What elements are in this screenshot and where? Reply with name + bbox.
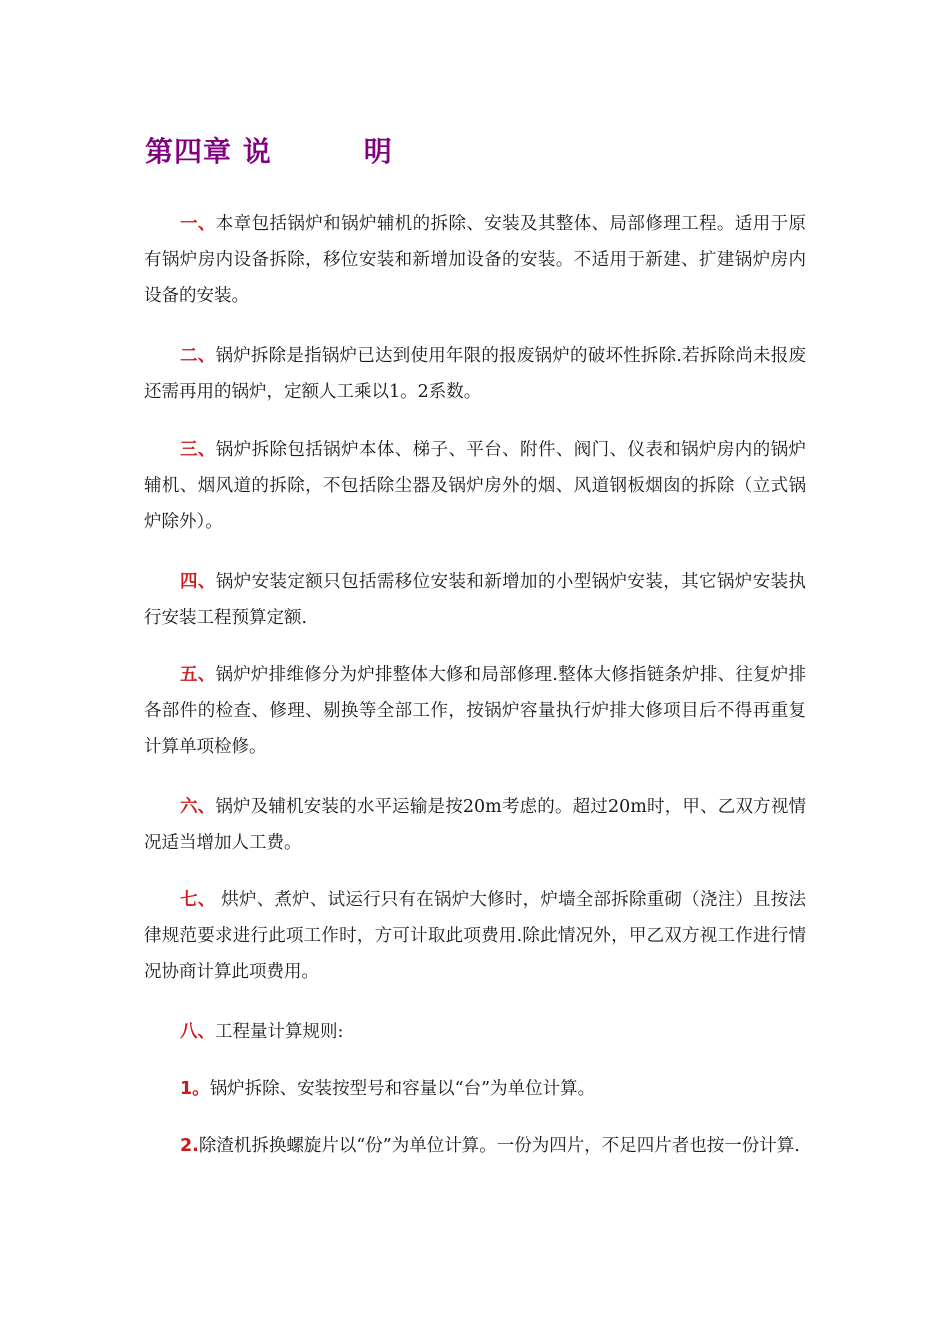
clause-number: 三、 bbox=[180, 440, 216, 460]
rule-2 bbox=[144, 1128, 806, 1164]
clause-5 bbox=[144, 657, 806, 765]
chapter-title bbox=[145, 130, 393, 170]
clause-text: 烘炉、煮炉、试运行只有在锅炉大修时，炉墙全部拆除重砌（浇注）且按法律规范要求进行此项工作时，方可计取此项费用.除此情况外，甲乙双方视工作进行情况协商计算此项费用。 bbox=[144, 890, 807, 982]
clause-text: 锅炉炉排维修分为炉排整体大修和局部修理.整体大修指链条炉排、往复炉排各部件的检查、修理、剔换等全部工作，按锅炉容量执行炉排大修项目后不得再重复计算单项检修。 bbox=[144, 665, 807, 757]
clause-text: 锅炉拆除是指锅炉已达到使用年限的报废锅炉的破坏性拆除.若拆除尚未报废还需再用的锅炉，定额人工乘以1。2系数。 bbox=[144, 346, 807, 402]
clause-number: 四、 bbox=[180, 572, 216, 592]
clause-number: 二、 bbox=[180, 346, 216, 366]
clause-6 bbox=[144, 789, 806, 861]
rule-text: 除渣机拆换螺旋片以“份”为单位计算。一份为四片，不足四片者也按一份计算. bbox=[198, 1136, 800, 1156]
rule-1 bbox=[144, 1071, 806, 1107]
rule-number: 2. bbox=[180, 1136, 199, 1156]
chapter-title-part1: 第四章 说 bbox=[145, 135, 272, 168]
clause-number: 五、 bbox=[180, 665, 216, 685]
clause-text: 工程量计算规则: bbox=[215, 1022, 344, 1042]
clause-text: 锅炉及辅机安装的水平运输是按20m考虑的。超过20m时，甲、乙双方视情况适当增加人工费。 bbox=[144, 797, 807, 853]
clause-1 bbox=[144, 206, 806, 314]
clause-7 bbox=[144, 882, 806, 990]
rule-text: 锅炉拆除、安装按型号和容量以“台”为单位计算。 bbox=[209, 1079, 596, 1099]
chapter-title-part2: 明 bbox=[363, 135, 393, 168]
clause-number: 七、 bbox=[180, 890, 216, 910]
clause-4 bbox=[144, 564, 806, 636]
clause-number: 八、 bbox=[180, 1022, 215, 1042]
clause-3 bbox=[144, 432, 806, 540]
clause-text: 本章包括锅炉和锅炉辅机的拆除、安装及其整体、局部修理工程。适用于原有锅炉房内设备拆除，移位安装和新增加设备的安装。不适用于新建、扩建锅炉房内设备的安装。 bbox=[144, 214, 807, 306]
clause-number: 六、 bbox=[180, 797, 216, 817]
clause-text: 锅炉拆除包括锅炉本体、梯子、平台、附件、阀门、仪表和锅炉房内的锅炉辅机、烟风道的拆除，不包括除尘器及锅炉房外的烟、风道钢板烟囱的拆除（立式锅炉除外）。 bbox=[144, 440, 807, 532]
clause-2 bbox=[144, 338, 806, 410]
rule-number: 1。 bbox=[180, 1079, 210, 1099]
clause-number: 一、 bbox=[180, 214, 216, 234]
clause-8 bbox=[144, 1014, 806, 1050]
clause-text: 锅炉安装定额只包括需移位安装和新增加的小型锅炉安装，其它锅炉安装执行安装工程预算定额. bbox=[144, 572, 807, 628]
